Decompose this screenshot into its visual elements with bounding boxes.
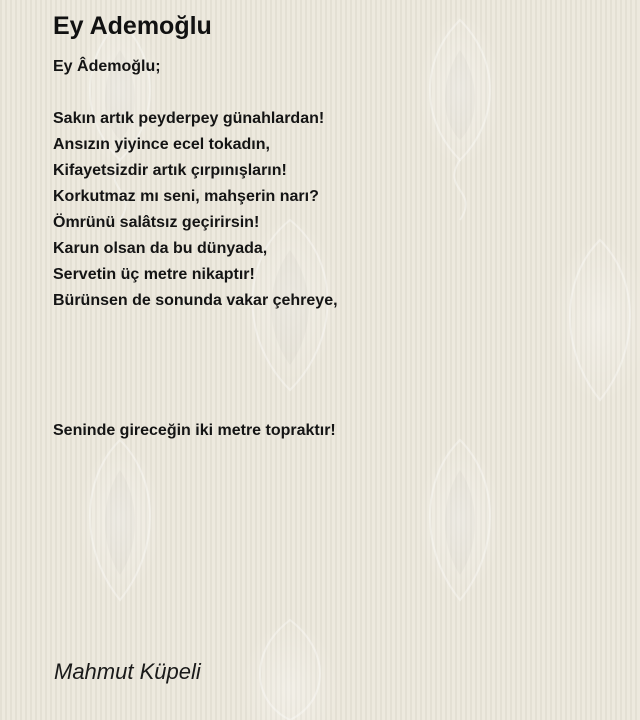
poem-line: Bürünsen de sonunda vakar çehreye, [53,292,338,309]
poem-author: Mahmut Küpeli [54,659,201,684]
poem-line: Sakın artık peyderpey günahlardan! [53,110,325,127]
poem-line [53,314,338,340]
poem-line: Ey Âdemoğlu; [53,58,161,75]
poem-line [53,392,338,418]
poem-line: Karun olsan da bu dünyada, [53,240,268,257]
poem-line: Ansızın yiyince ecel tokadın, [53,136,270,153]
poem-line [53,340,338,366]
poem-line: Servetin üç metre nikaptır! [53,266,255,283]
poem-line: Kifayetsizdir artık çırpınışların! [53,162,287,179]
poem-body [53,54,338,444]
poem-line: Seninde gireceğin iki metre topraktır! [53,422,336,439]
poem-line [53,366,338,392]
poem-line [53,80,338,106]
poem-title: Ey Ademoğlu [53,12,212,40]
poem-line: Ömrünü salâtsız geçirirsin! [53,214,260,231]
poem-line: Korkutmaz mı seni, mahşerin narı? [53,188,319,205]
